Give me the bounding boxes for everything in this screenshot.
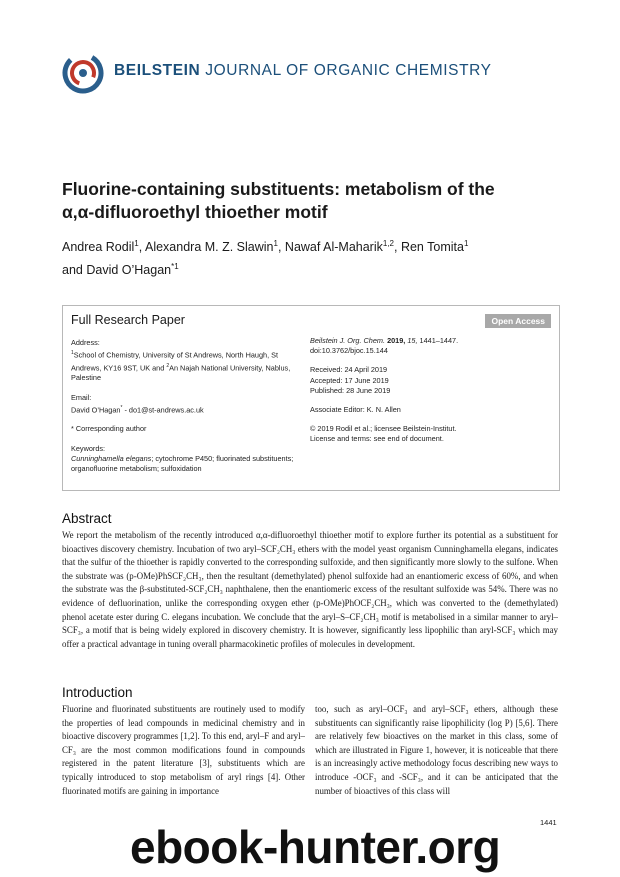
page-number: 1441 <box>540 818 557 827</box>
author-name: Andrea Rodil <box>62 240 135 255</box>
address-text <box>71 348 309 383</box>
affiliation-1: School of Chemistry, University of St Andrews, North Haugh, St Andrews, KY16 9ST, UK and <box>71 350 279 373</box>
license-note: License and terms: see end of document. <box>310 434 444 444</box>
introduction-left-column: Fluorine and fluorinated substituents are routinely used to modify the properties of lead compounds in medicinal chemistry and in bioactive discovery programmes [1,2]. To this end, aryl–F and aryl–CF₃ are the most common modifications found in compounds registered in the patent literature [3], substituents which are typically introduced to stop metabolism of aryl rings [4]. Other fluorinated motifs are gaining in importance <box>62 704 305 796</box>
author-separator: , <box>277 240 285 255</box>
title-line-2: α,α-difluoroethyl thioether motif <box>62 202 328 222</box>
author-name: Alexandra M. Z. Slawin <box>144 240 274 255</box>
title-line-1: Fluorine-containing substituents: metabolism of the <box>62 179 495 199</box>
author-and: and <box>62 263 87 278</box>
author-list <box>62 234 562 280</box>
abstract-text: We report the metabolism of the recently introduced α,α-difluoroethyl thioether motif to explore further its potential as a substituent for bioactives discovery chemistry. Incubation of two aryl–SCF₂CH₃ ethers with the model yeast organism Cunninghamella elegans, indicates that the sulfur of the thioether is rapidly converted to the corresponding sulfoxide, and then significantly more slowly to the sulfone. When the substrate was (p-OMe)PhSCF₂CH₃, then the resultant (demethylated) phenol sulfoxide had an enantiomeric excess of 60%, and when the substrate was the β-substituted-SCF₂CH₃ naphthalene, then the enantiomeric excess of the resultant sulfoxide was 54%. There was no evidence of defluorination, unlike the corresponding oxygen ether (p-OMe)PhOCF₂CH₃, which was converted to the (demethylated) phenol acetate ester during C. elegans incubation. We conclude that the aryl–S–CF₂CH₃ motif is metabolised in a similar manner to aryl–SCF₃, a motif that is being widely explored in discovery chemistry. It is however, significantly less lipophilic than aryl-SCF₃ which may offer a practical advantage in tuning overall pharmacokinetic profiles of molecules in development. <box>62 530 558 649</box>
affiliation-number: 2 <box>166 362 170 369</box>
author-affiliation: *1 <box>171 262 179 272</box>
author-separator: , <box>138 240 145 255</box>
introduction-right-column: too, such as aryl–OCF₃ and aryl–SCF₃ ethers, although these substituents can significantly raise lipophilicity (log P) [5,6]. There are relatively few bioactives on the market in this class, some of which are illustrated in Figure 1, however, it is noticeable that there is an increasingly active methodology focus describing new ways to introduce -OCF₃ and -SCF₃, and it can be anticipated that the number of bioactives of this class will <box>315 704 558 796</box>
associate-editor: Associate Editor: K. N. Allen <box>310 405 401 415</box>
citation <box>310 336 550 346</box>
author-separator: , <box>394 240 401 255</box>
abstract-heading: Abstract <box>62 511 112 526</box>
affiliation-2: An Najah National University, Nablus, Palestine <box>71 363 291 383</box>
author-name: Nawaf Al-Maharik <box>284 240 383 255</box>
info-right-column <box>310 336 550 445</box>
citation-volume: 15, <box>407 336 418 345</box>
corresponding-star: * <box>120 404 123 411</box>
affiliation-number: 1 <box>71 350 74 357</box>
citation-year: 2019, <box>387 336 406 345</box>
keywords-rest: ; cytochrome P450; fluorinated substituents; organofluorine metabolism; sulfoxidation <box>71 453 294 474</box>
published-date: Published: 28 June 2019 <box>310 385 391 395</box>
accepted-date: Accepted: 17 June 2019 <box>310 375 389 385</box>
journal-name-bold: BEILSTEIN <box>114 62 201 79</box>
author-affiliation: 1,2 <box>382 239 394 248</box>
author-affiliation: 1 <box>463 239 469 248</box>
author-affiliation: 1 <box>134 239 139 248</box>
doi[interactable]: doi:10.3762/bjoc.15.144 <box>310 346 388 356</box>
article-title <box>62 178 562 224</box>
email-address[interactable]: - do1@st-andrews.ac.uk <box>122 405 204 415</box>
introduction-heading: Introduction <box>62 685 133 700</box>
open-access-badge: Open Access <box>485 314 551 328</box>
copyright: © 2019 Rodil et al.; licensee Beilstein-Institut. <box>310 424 457 434</box>
email-line <box>71 403 309 416</box>
journal-name-rest: JOURNAL OF ORGANIC CHEMISTRY <box>200 62 492 79</box>
citation-journal: Beilstein J. Org. Chem. <box>310 336 386 345</box>
email-name: David O’Hagan <box>71 405 121 415</box>
email-label: Email: <box>71 392 92 402</box>
corresponding-author-note: * Corresponding author <box>71 424 147 434</box>
watermark-text: ebook-hunter.org <box>130 821 501 873</box>
citation-pages: 1441–1447. <box>419 336 459 345</box>
keyword-organism: Cunninghamella elegans <box>71 453 152 463</box>
beilstein-logo-icon <box>62 52 104 94</box>
journal-logo <box>62 52 104 94</box>
author-name: Ren Tomita <box>400 240 464 255</box>
paper-type: Full Research Paper <box>71 313 185 327</box>
article-info-box <box>62 305 560 491</box>
info-left-column <box>71 338 309 474</box>
journal-name <box>114 62 492 80</box>
author-name: David O’Hagan <box>86 263 172 278</box>
keywords-label: Keywords: <box>71 443 106 453</box>
address-label: Address: <box>71 338 100 347</box>
author-affiliation: 1 <box>273 239 278 248</box>
keywords-text <box>71 454 309 474</box>
received-date: Received: 24 April 2019 <box>310 365 388 375</box>
